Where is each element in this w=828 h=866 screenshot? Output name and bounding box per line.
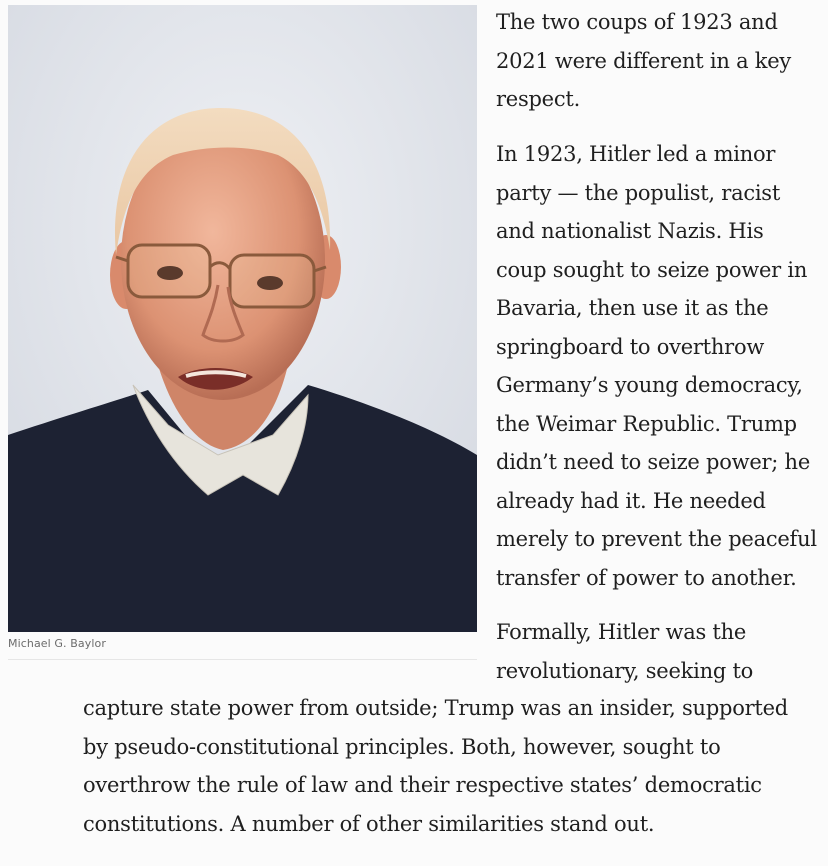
text-line: Bavaria, then use it as the xyxy=(496,296,769,320)
text-line: Formally, Hitler was the xyxy=(496,620,747,644)
text-line: respect. xyxy=(496,87,580,111)
photo-caption: Michael G. Baylor xyxy=(8,637,106,650)
paragraph-2 xyxy=(496,135,826,597)
portrait-illustration xyxy=(8,5,477,632)
text-line: The two coups of 1923 and xyxy=(496,10,778,34)
text-line: already had it. He needed xyxy=(496,488,766,513)
text-line: revolutionary, seeking to xyxy=(496,658,754,683)
article-figure xyxy=(8,5,477,660)
text-line: constitutions. A number of other similarities stand out. xyxy=(83,811,655,836)
text-line: the Weimar Republic. Trump xyxy=(496,411,797,436)
text-line: coup sought to seize power in xyxy=(496,257,808,282)
text-line: springboard to overthrow xyxy=(496,334,765,359)
text-line: 2021 were different in a key xyxy=(496,48,792,73)
text-line: by pseudo-constitutional principles. Both, however, sought to xyxy=(83,734,721,759)
text-line: party — the populist, racist xyxy=(496,180,781,205)
text-line: Germany’s young democracy, xyxy=(496,373,803,397)
text-line: didn’t need to seize power; he xyxy=(496,450,810,474)
text-line: overthrow the rule of law and their respective states’ democratic xyxy=(83,773,762,797)
paragraph-3 xyxy=(496,613,816,690)
left-eye xyxy=(157,266,183,280)
portrait-photo xyxy=(8,5,477,632)
paragraph-4 xyxy=(83,689,803,843)
caption-divider xyxy=(8,659,477,660)
paragraph-1 xyxy=(496,3,821,119)
text-line: capture state power from outside; Trump was an insider, supported xyxy=(83,696,788,720)
text-line: transfer of power to another. xyxy=(496,565,797,590)
text-line: In 1923, Hitler led a minor xyxy=(496,142,776,166)
right-eye xyxy=(257,276,283,290)
text-line: and nationalist Nazis. His xyxy=(496,219,764,243)
text-line: merely to prevent the peaceful xyxy=(496,527,817,551)
